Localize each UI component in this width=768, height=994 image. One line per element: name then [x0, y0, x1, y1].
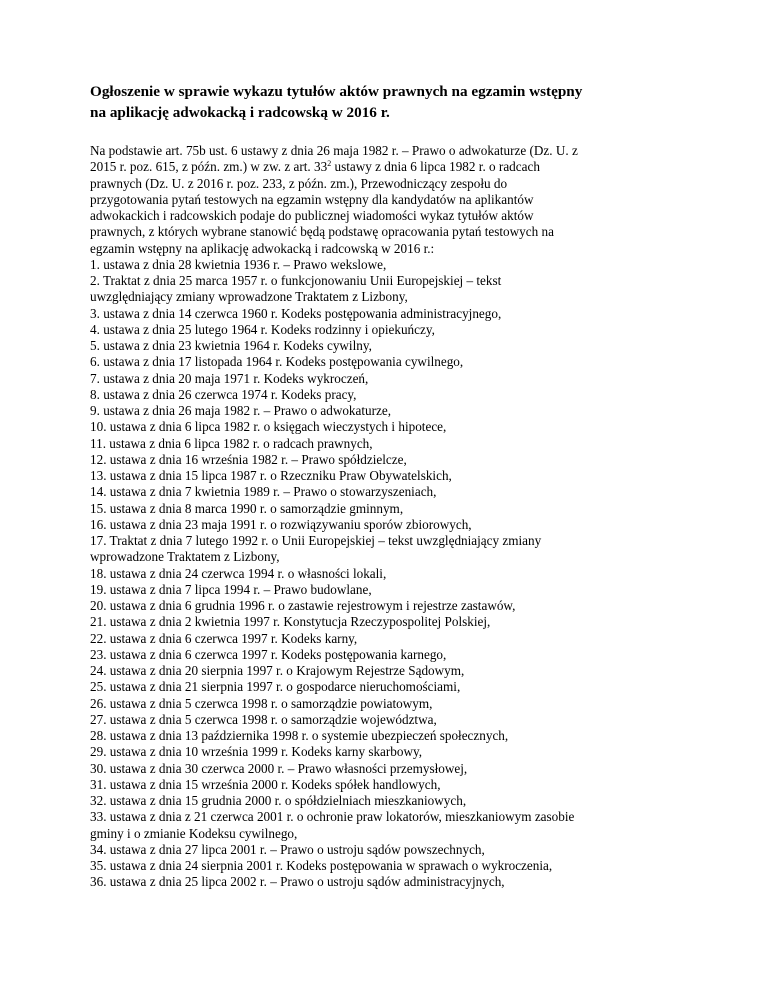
- list-item: 21. ustawa z dnia 2 kwietnia 1997 r. Konstytucja Rzeczypospolitej Polskiej,: [90, 614, 491, 630]
- intro-line: Na podstawie art. 75b ust. 6 ustawy z dnia 26 maja 1982 r. – Prawo o adwokaturze (Dz. U. z: [90, 143, 578, 158]
- document-body: [90, 143, 730, 891]
- list-item: 23. ustawa z dnia 6 czerwca 1997 r. Kodeks postępowania karnego,: [90, 646, 447, 662]
- list-item: 15. ustawa z dnia 8 marca 1990 r. o samorządzie gminnym,: [90, 500, 404, 516]
- list-item-continuation: gminy i o zmianie Kodeksu cywilnego,: [90, 825, 298, 841]
- intro-text: ustawy z dnia 6 lipca 1982 r. o radcach: [331, 159, 540, 175]
- intro-text: 2015 r. poz. 615, z późn. zm.) w zw. z art. 33: [90, 159, 328, 175]
- list-item: 28. ustawa z dnia 13 października 1998 r. o systemie ubezpieczeń społecznych,: [90, 728, 509, 743]
- intro-line: adwokackich i radcowskich podaje do publicznej wiadomości wykaz tytułów aktów: [90, 208, 534, 223]
- list-item: 5. ustawa z dnia 23 kwietnia 1964 r. Kodeks cywilny,: [90, 338, 372, 353]
- list-item: 1. ustawa z dnia 28 kwietnia 1936 r. – Prawo wekslowe,: [90, 256, 387, 272]
- list-item-continuation: uwzględniający zmiany wprowadzone Traktatem z Lizbony,: [90, 289, 408, 305]
- document-page: [90, 82, 730, 891]
- document-title: [90, 82, 730, 123]
- list-item: 19. ustawa z dnia 7 lipca 1994 r. – Prawo budowlane,: [90, 581, 372, 597]
- legal-acts-list: [90, 257, 730, 891]
- list-item: 3. ustawa z dnia 14 czerwca 1960 r. Kodeks postępowania administracyjnego,: [90, 305, 502, 321]
- list-item: 31. ustawa z dnia 15 września 2000 r. Kodeks spółek handlowych,: [90, 776, 441, 792]
- list-item: 33. ustawa z dnia z 21 czerwca 2001 r. o ochronie praw lokatorów, mieszkaniowym zasobie: [90, 809, 575, 825]
- list-item: 11. ustawa z dnia 6 lipca 1982 r. o radcach prawnych,: [90, 435, 373, 451]
- list-item: 32. ustawa z dnia 15 grudnia 2000 r. o spółdzielniach mieszkaniowych,: [90, 793, 467, 808]
- list-item: 8. ustawa z dnia 26 czerwca 1974 r. Kodeks pracy,: [90, 386, 357, 402]
- list-item: 10. ustawa z dnia 6 lipca 1982 r. o księgach wieczystych i hipotece,: [90, 419, 447, 435]
- list-item: 16. ustawa z dnia 23 maja 1991 r. o rozwiązywaniu sporów zbiorowych,: [90, 516, 472, 532]
- list-item: 24. ustawa z dnia 20 sierpnia 1997 r. o Krajowym Rejestrze Sądowym,: [90, 663, 465, 678]
- superscript: 2: [327, 159, 332, 169]
- intro-line-with-footnote: [90, 159, 730, 175]
- list-item: 7. ustawa z dnia 20 maja 1971 r. Kodeks wykroczeń,: [90, 370, 369, 386]
- list-item: 6. ustawa z dnia 17 listopada 1964 r. Kodeks postępowania cywilnego,: [90, 354, 464, 370]
- list-item: 35. ustawa z dnia 24 sierpnia 2001 r. Kodeks postępowania w sprawach o wykroczenia,: [90, 858, 553, 873]
- list-item: 2. Traktat z dnia 25 marca 1957 r. o funkcjonowaniu Unii Europejskiej – tekst: [90, 273, 502, 288]
- list-item: 29. ustawa z dnia 10 września 1999 r. Kodeks karny skarbowy,: [90, 744, 423, 760]
- list-item: 9. ustawa z dnia 26 maja 1982 r. – Prawo o adwokaturze,: [90, 403, 392, 418]
- intro-line: egzamin wstępny na aplikację adwokacką i radcowską w 2016 r.:: [90, 240, 435, 256]
- title-line-2: na aplikację adwokacką i radcowską w 2016 r.: [90, 103, 390, 121]
- list-item: 36. ustawa z dnia 25 lipca 2002 r. – Prawo o ustroju sądów administracyjnych,: [90, 874, 505, 890]
- list-item: 14. ustawa z dnia 7 kwietnia 1989 r. – Prawo o stowarzyszeniach,: [90, 484, 437, 500]
- list-item-continuation: wprowadzone Traktatem z Lizbony,: [90, 549, 280, 565]
- list-item: 27. ustawa z dnia 5 czerwca 1998 r. o samorządzie województwa,: [90, 711, 437, 727]
- list-item: 26. ustawa z dnia 5 czerwca 1998 r. o samorządzie powiatowym,: [90, 695, 433, 711]
- list-item: 20. ustawa z dnia 6 grudnia 1996 r. o zastawie rejestrowym i rejestrze zastawów,: [90, 598, 516, 613]
- list-item: 34. ustawa z dnia 27 lipca 2001 r. – Prawo o ustroju sądów powszechnych,: [90, 841, 485, 857]
- list-item: 30. ustawa z dnia 30 czerwca 2000 r. – Prawo własności przemysłowej,: [90, 760, 468, 776]
- list-item: 22. ustawa z dnia 6 czerwca 1997 r. Kodeks karny,: [90, 630, 358, 646]
- list-item: 25. ustawa z dnia 21 sierpnia 1997 r. o gospodarce nieruchomościami,: [90, 679, 461, 695]
- list-item: 12. ustawa z dnia 16 września 1982 r. – Prawo spółdzielcze,: [90, 451, 407, 467]
- intro-line: prawnych (Dz. U. z 2016 r. poz. 233, z późn. zm.), Przewodniczący zespołu do: [90, 175, 508, 191]
- list-item: 18. ustawa z dnia 24 czerwca 1994 r. o własności lokali,: [90, 565, 387, 581]
- list-item: 4. ustawa z dnia 25 lutego 1964 r. Kodeks rodzinny i opiekuńczy,: [90, 321, 435, 337]
- list-item: 13. ustawa z dnia 15 lipca 1987 r. o Rzeczniku Praw Obywatelskich,: [90, 468, 452, 483]
- intro-line: prawnych, z których wybrane stanowić będą podstawę opracowania pytań testowych na: [90, 224, 554, 240]
- intro-line: przygotowania pytań testowych na egzamin wstępny dla kandydatów na aplikantów: [90, 191, 534, 207]
- list-item: 17. Traktat z dnia 7 lutego 1992 r. o Unii Europejskiej – tekst uwzględniający zmiany: [90, 533, 542, 548]
- title-line-1: Ogłoszenie w sprawie wykazu tytułów aktów prawnych na egzamin wstępny: [90, 83, 583, 100]
